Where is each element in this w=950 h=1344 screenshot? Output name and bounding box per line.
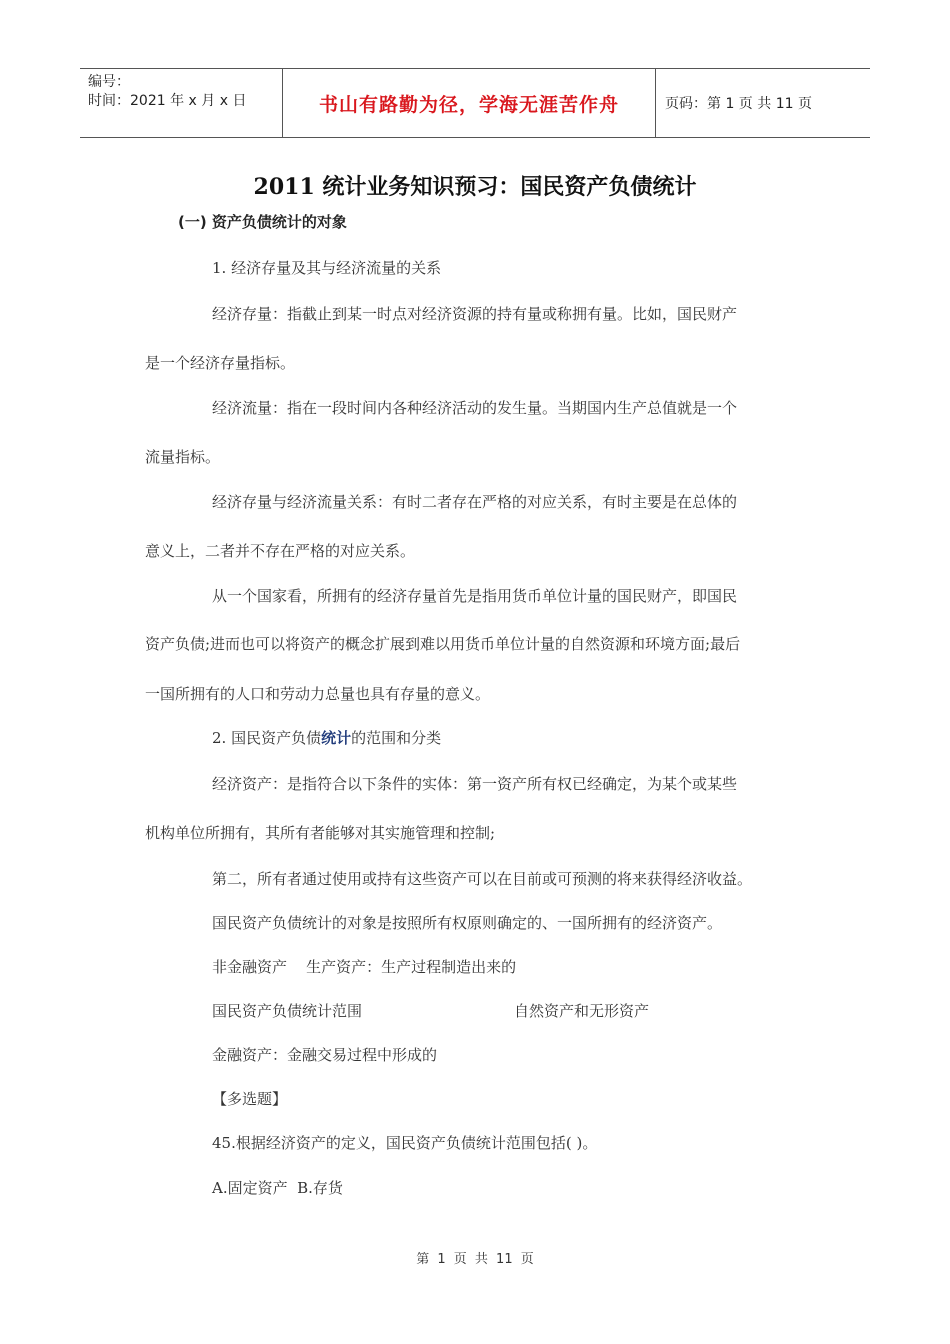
paragraph-line: 资产负债;进而也可以将资产的概念扩展到难以用货币单位计量的自然资源和环境方面;最后 [145, 635, 741, 653]
page-info: 页码：第 1 页 共 11 页 [665, 96, 812, 112]
header-motto-cell [282, 69, 656, 137]
paragraph-line: 一国所拥有的人口和劳动力总量也具有存量的意义。 [145, 685, 491, 703]
paragraph-line: 流量指标。 [145, 448, 221, 466]
header-page-info [655, 69, 870, 137]
paragraph-line: 自然资产和无形资产 [514, 1002, 650, 1020]
paragraph-line: 经济资产：是指符合以下条件的实体：第一资产所有权已经确定，为某个或某些 [212, 775, 738, 793]
line-text: 的范围和分类 [351, 729, 442, 747]
number-label: 编号： [88, 74, 130, 90]
paragraph-line: 经济流量：指在一段时间内各种经济活动的发生量。当期国内生产总值就是一个 [212, 399, 738, 417]
paragraph-line: 国民资产负债统计范围 [212, 1002, 363, 1020]
question-options: A.固定资产 B.存货 [212, 1179, 343, 1197]
paragraph-line: 经济存量：指截止到某一时点对经济资源的持有量或称拥有量。比如，国民财产 [212, 305, 738, 323]
paragraph-line: 第二，所有者通过使用或持有这些资产可以在目前或可预测的将来获得经济收益。 [212, 870, 753, 888]
paragraph-line: 国民资产负债统计的对象是按照所有权原则确定的、一国所拥有的经济资产。 [212, 914, 723, 932]
paragraph-line: 从一个国家看，所拥有的经济存量首先是指用货币单位计量的国民财产，即国民 [212, 587, 738, 605]
paragraph-line: 机构单位所拥有，其所有者能够对其实施管理和控制; [145, 824, 496, 842]
paragraph-line: 1. 经济存量及其与经济流量的关系 [212, 259, 442, 277]
section-heading: (一) 资产负债统计的对象 [178, 213, 347, 231]
paragraph-line [212, 727, 441, 748]
page-footer: 第 1 页 共 11 页 [416, 1252, 534, 1267]
question-text: 45.根据经济资产的定义，国民资产负债统计范围包括( )。 [212, 1134, 598, 1152]
paragraph-line: 经济存量与经济流量关系：有时二者存在严格的对应关系，有时主要是在总体的 [212, 493, 738, 511]
keyword-link[interactable]: 统计 [321, 729, 352, 747]
paragraph-line: 金融资产：金融交易过程中形成的 [212, 1046, 438, 1064]
header-meta [80, 69, 282, 137]
paragraph-line: 非金融资产 生产资产：生产过程制造出来的 [212, 958, 517, 976]
time-label: 时间：2021 年 x 月 x 日 [88, 93, 247, 109]
line-text: 2. 国民资产负债 [212, 729, 322, 747]
question-type: 【多选题】 [212, 1090, 288, 1108]
paragraph-line: 是一个经济存量指标。 [145, 354, 296, 372]
document-title: 2011 统计业务知识预习：国民资产负债统计 [253, 174, 697, 200]
paragraph-line: 意义上，二者并不存在严格的对应关系。 [145, 542, 416, 560]
page-header [80, 68, 870, 138]
motto: 书山有路勤为径，学海无涯苦作舟 [318, 93, 619, 116]
